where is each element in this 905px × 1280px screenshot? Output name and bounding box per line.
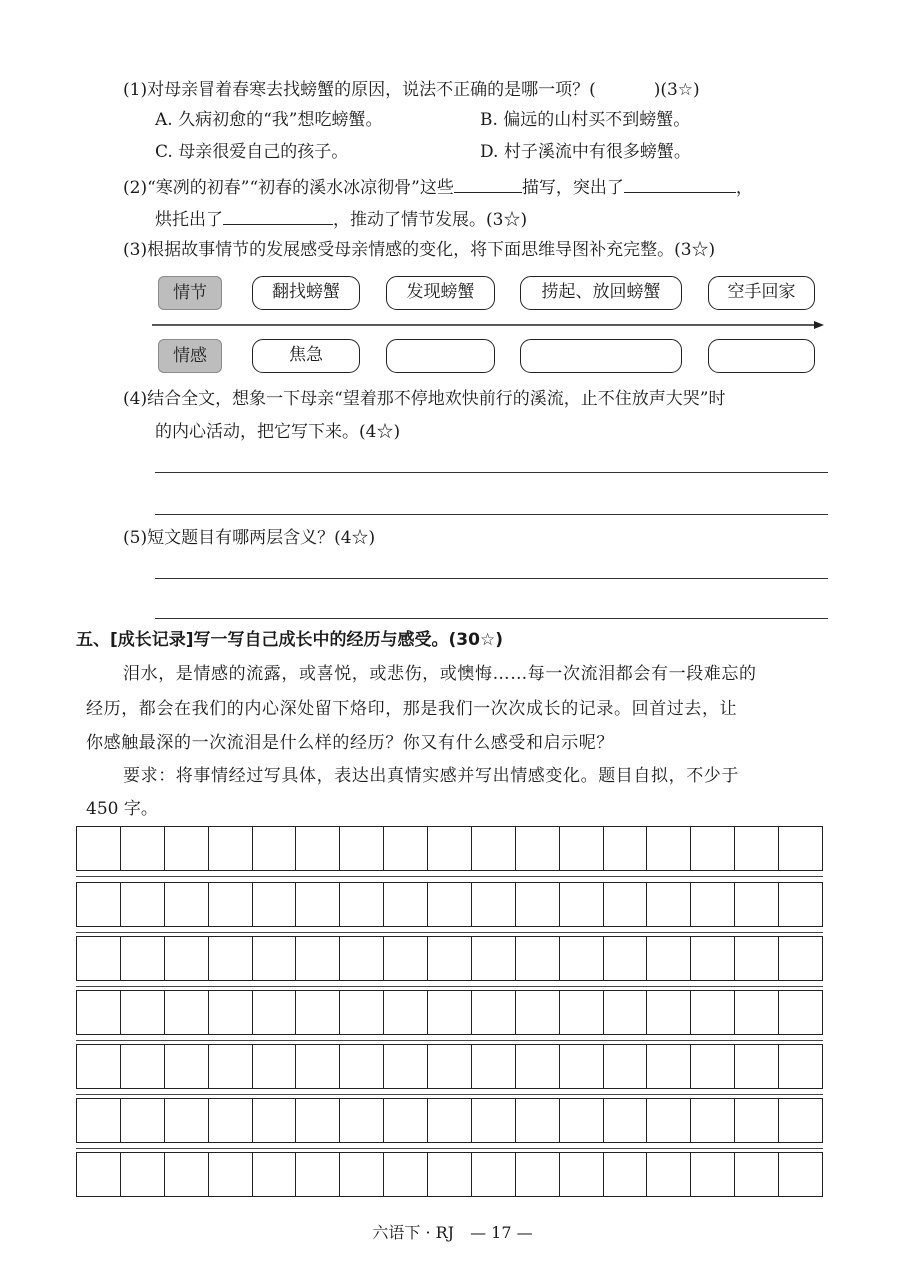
grid-row[interactable] [76, 826, 823, 871]
grid-row[interactable] [76, 990, 823, 1035]
emotion-label: 情感 [158, 339, 222, 373]
q4-answer-line-1[interactable] [155, 472, 828, 473]
page-footer: 六语下 · RJ — 17 — [372, 1223, 533, 1242]
timeline-arrow [150, 318, 826, 332]
q2-text-2: 描写，突出了 [521, 178, 624, 198]
emotion-item-1: 焦急 [252, 339, 360, 373]
emotion-input-2[interactable] [386, 339, 495, 373]
emotion-input-4[interactable] [708, 339, 815, 373]
q2-blank-2[interactable] [624, 174, 736, 193]
plot-item-1: 翻找螃蟹 [252, 276, 360, 310]
q4-line1: (4)结合全文，想象一下母亲“望着那不停地欢快前行的溪流，止不住放声大哭”时 [123, 389, 726, 409]
plot-label: 情节 [158, 276, 222, 310]
q1-option-b[interactable]: B. 偏远的山村买不到螃蟹。 [480, 110, 691, 130]
q1-stem-text: (1)对母亲冒着春寒去找螃蟹的原因，说法不正确的是哪一项？( [123, 80, 596, 100]
emotion-input-3[interactable] [520, 339, 682, 373]
plot-item-4: 空手回家 [708, 276, 815, 310]
q2-text-4: 烘托出了 [155, 210, 223, 230]
q2-text-1: (2)“寒冽的初春”“初春的溪水冰凉彻骨”这些 [123, 178, 454, 198]
q2-line1 [123, 174, 753, 200]
q1-stem-end: )(3☆) [653, 80, 700, 100]
q1-stem [123, 78, 700, 102]
grid-row[interactable] [76, 936, 823, 981]
section5-title: 五、[成长记录]写一写自己成长中的经历与感受。(30☆) [76, 630, 503, 650]
section5-para-line-1: 泪水，是情感的流露，或喜悦，或悲伤，或懊悔……每一次流泪都会有一段难忘的 [123, 664, 757, 684]
q5-answer-line-1[interactable] [155, 578, 828, 579]
section5-requirement-line-1: 要求：将事情经过写具体，表达出真情实感并写出情感变化。题目自拟，不少于 [123, 766, 739, 786]
section5-para-line-3: 你感触最深的一次流泪是什么样的经历？你又有什么感受和启示呢？ [86, 733, 614, 753]
q2-text-3: ， [735, 178, 753, 198]
plot-item-3: 捞起、放回螃蟹 [520, 276, 682, 310]
grid-row[interactable] [76, 1098, 823, 1143]
q1-option-a[interactable]: A. 久病初愈的“我”想吃螃蟹。 [155, 110, 383, 130]
section5-para-line-2: 经历，都会在我们的内心深处留下烙印，那是我们一次次成长的记录。回首过去，让 [86, 699, 738, 719]
q2-blank-3[interactable] [223, 206, 333, 225]
q4-answer-line-2[interactable] [155, 514, 828, 515]
section5-requirement-line-2: 450 字。 [86, 799, 158, 819]
grid-row[interactable] [76, 882, 823, 927]
q4-line2: 的内心活动，把它写下来。(4☆) [155, 422, 401, 442]
grid-row[interactable] [76, 1044, 823, 1089]
q3-stem: (3)根据故事情节的发展感受母亲情感的变化，将下面思维导图补充完整。(3☆) [123, 240, 716, 260]
plot-item-2: 发现螃蟹 [386, 276, 495, 310]
q2-line2 [155, 206, 527, 232]
q1-option-c[interactable]: C. 母亲很爱自己的孩子。 [155, 142, 349, 162]
q2-text-5: ，推动了情节发展。(3☆) [333, 210, 528, 230]
q5-stem: (5)短文题目有哪两层含义？(4☆) [123, 528, 376, 548]
q2-blank-1[interactable] [454, 174, 522, 193]
grid-row[interactable] [76, 1152, 823, 1197]
q5-answer-line-2[interactable] [155, 618, 828, 619]
q1-option-d[interactable]: D. 村子溪流中有很多螃蟹。 [480, 142, 691, 162]
